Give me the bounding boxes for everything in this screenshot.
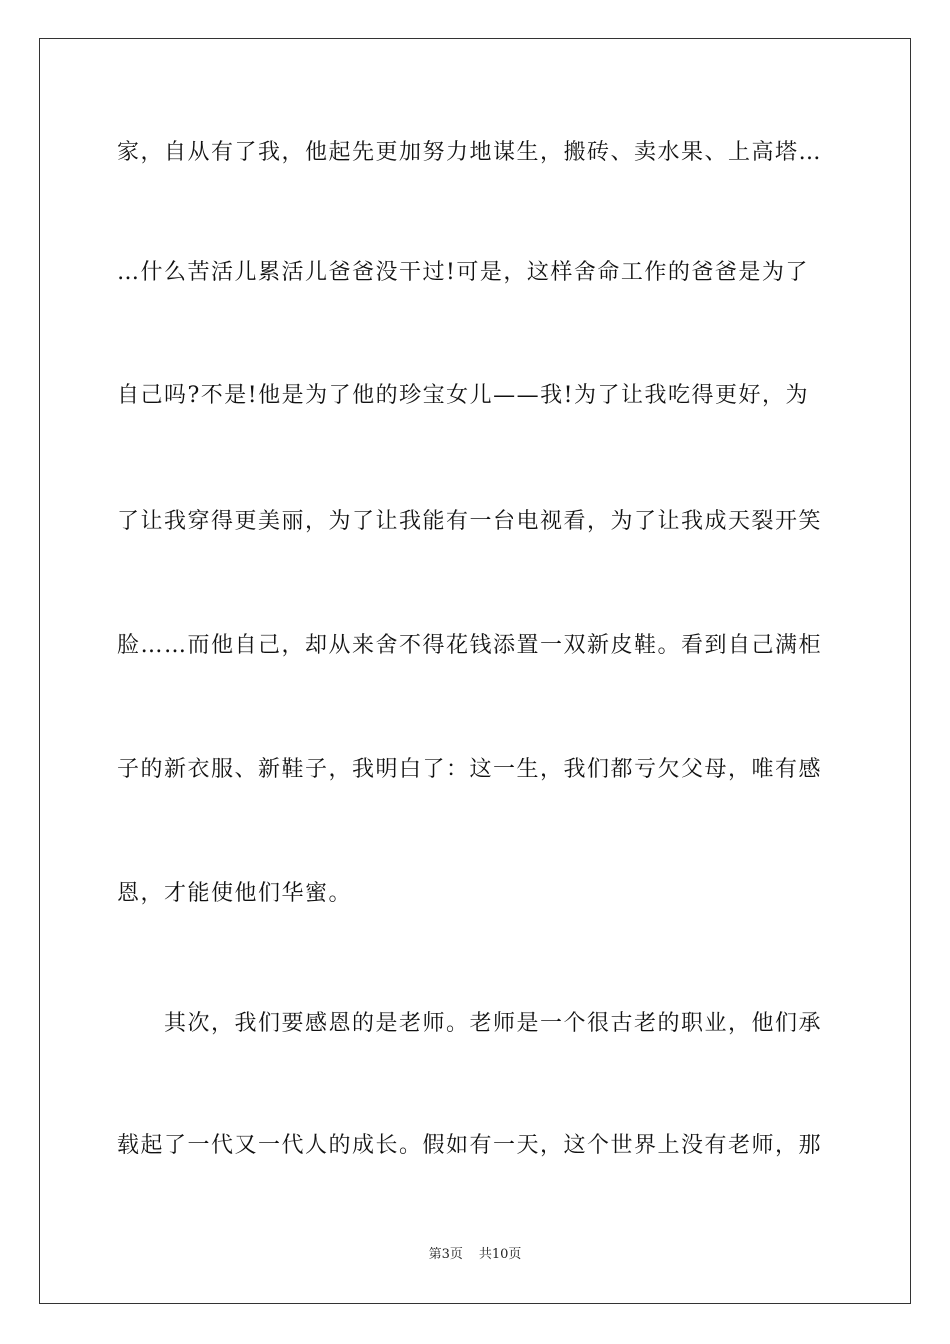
text-line: …什么苦活儿累活儿爸爸没干过!可是，这样舍命工作的爸爸是为了 bbox=[117, 260, 809, 285]
text-line: 了让我穿得更美丽，为了让我能有一台电视看，为了让我成天裂开笑 bbox=[117, 509, 823, 534]
page-footer bbox=[0, 1246, 950, 1264]
text-line: 自己吗?不是!他是为了他的珍宝女儿——我!为了让我吃得更好，为 bbox=[117, 383, 809, 408]
text-line: 子的新衣服、新鞋子，我明白了：这一生，我们都亏欠父母，唯有感 bbox=[117, 757, 823, 782]
page-total: 共10页 bbox=[478, 1247, 522, 1262]
page-frame bbox=[39, 38, 911, 1304]
text-line: 恩，才能使他们华蜜。 bbox=[117, 881, 353, 906]
page-number: 第3页 bbox=[428, 1247, 463, 1262]
text-line: 载起了一代又一代人的成长。假如有一天，这个世界上没有老师，那 bbox=[117, 1133, 823, 1158]
paragraph-first-line: 其次，我们要感恩的是老师。老师是一个很古老的职业，他们承 bbox=[117, 1011, 823, 1036]
text-line: 家，自从有了我，他起先更加努力地谋生，搬砖、卖水果、上高塔… bbox=[117, 140, 823, 165]
text-line: 脸……而他自己，却从来舍不得花钱添置一双新皮鞋。看到自己满柜 bbox=[117, 633, 823, 658]
